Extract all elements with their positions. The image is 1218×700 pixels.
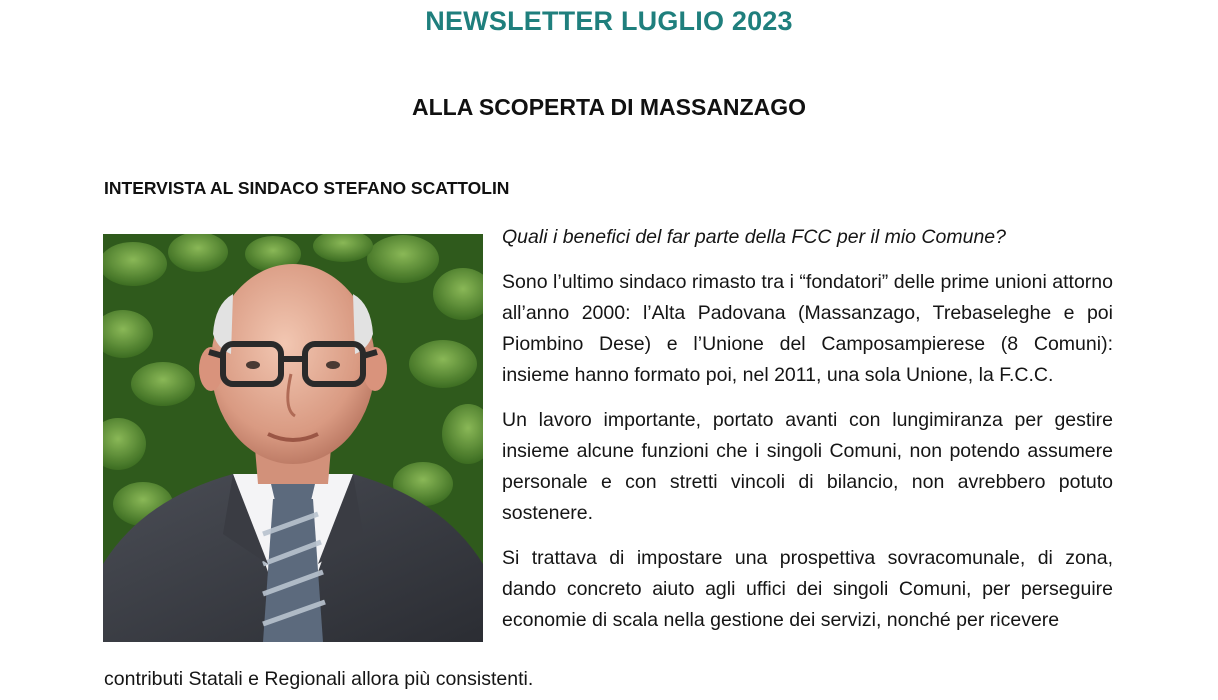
interview-question: Quali i benefici del far parte della FCC per il mio Comune? [502,226,1006,248]
interview-paragraph-continuation: contributi Statali e Regionali allora più consistenti. [104,668,534,690]
article-title: ALLA SCOPERTA DI MASSANZAGO [412,94,806,120]
interview-paragraph: Sono l’ultimo sindaco rimasto tra i “fondatori” delle prime unioni attorno all’anno 2000: l’Alta Padovana (Massanzago, Trebaseleghe e poi Piombino Dese) e l’Unione del Camposampierese (8 Comuni): insieme hanno formato poi, nel 2011, una sola Unione, la F.C.C. [502,271,1113,386]
mayor-portrait-photo [103,234,483,642]
interview-paragraph: Si trattava di impostare una prospettiva sovracomunale, di zona, dando concreto aiuto agli uffici dei singoli Comuni, per perseguire economie di scala nella gestione dei servizi, nonché per ricevere [502,547,1113,631]
interview-paragraph: Un lavoro importante, portato avanti con lungimiranza per gestire insieme alcune funzioni che i singoli Comuni, non potendo assumere personale e con stretti vincoli di bilancio, non avrebbero potuto sostenere. [502,409,1113,524]
newsletter-title: NEWSLETTER LUGLIO 2023 [425,6,793,36]
interview-heading: INTERVISTA AL SINDACO STEFANO SCATTOLIN [104,178,510,198]
interview-text-column [502,222,1113,636]
